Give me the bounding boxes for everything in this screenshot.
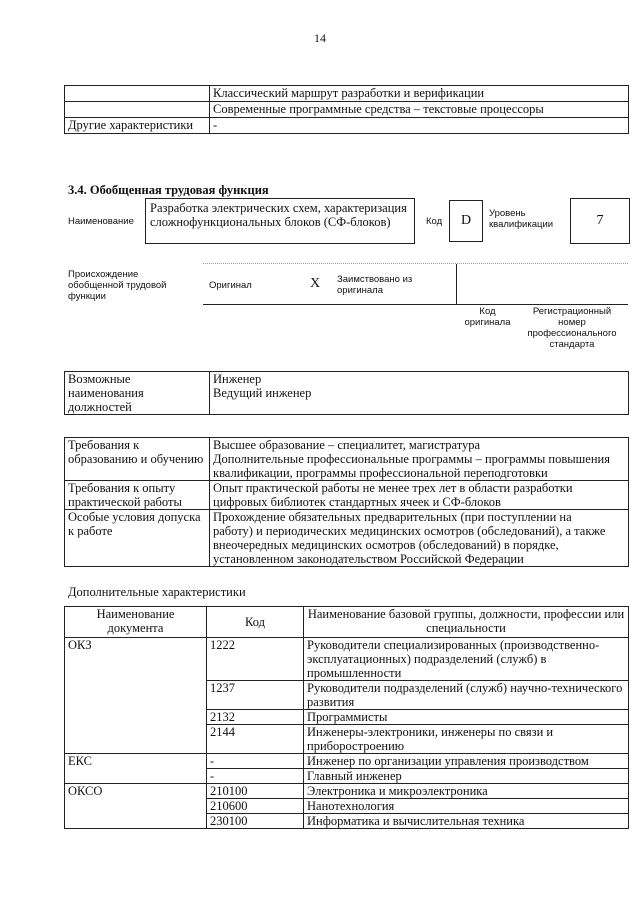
requirement-line: Прохождение обязательных предварительных (при поступлении на xyxy=(213,510,572,524)
table-row xyxy=(65,481,629,510)
top-label xyxy=(65,86,210,102)
table-header xyxy=(65,607,629,638)
reg-number-caption: Регистрационный номер профессионального стандарта xyxy=(527,306,617,350)
table-row xyxy=(65,754,629,769)
table-row xyxy=(65,86,629,102)
top-value: Современные программные средства – текстовые процессоры xyxy=(210,102,629,118)
additional-title: Дополнительные характеристики xyxy=(68,585,246,599)
name-cell: Нанотехнология xyxy=(304,799,629,814)
code-cell: - xyxy=(207,769,304,784)
origin-divider xyxy=(456,264,457,304)
code-cell: 2132 xyxy=(207,710,304,725)
table-row xyxy=(65,102,629,118)
doc-eks: ЕКС xyxy=(65,754,207,784)
requirements-table xyxy=(64,437,629,567)
code-cell: 230100 xyxy=(207,814,304,829)
special-conditions-value xyxy=(210,510,629,567)
positions-table xyxy=(64,371,629,415)
name-cell: Программисты xyxy=(304,710,629,725)
position-item: Ведущий инженер xyxy=(213,386,312,400)
code-original-caption: Код оригинала xyxy=(464,306,511,328)
positions-list xyxy=(210,372,629,415)
table-row xyxy=(65,118,629,134)
origin-row xyxy=(203,263,628,305)
section-title: 3.4. Обобщенная трудовая функция xyxy=(68,183,269,197)
position-item: Инженер xyxy=(213,372,262,386)
level-label: Уровень квалификации xyxy=(489,208,554,230)
name-cell: Инженеры-электроники, инженеры по связи и приборостроению xyxy=(304,725,629,754)
page-number: 14 xyxy=(314,31,326,45)
code-cell: 2144 xyxy=(207,725,304,754)
original-mark: X xyxy=(310,276,321,291)
table-row xyxy=(65,638,629,681)
code-cell: 210100 xyxy=(207,784,304,799)
requirement-line: Дополнительные профессиональные программы – программы повышения xyxy=(213,452,610,466)
special-conditions-label: Особые условия допуска к работе xyxy=(65,510,210,567)
table-row xyxy=(65,510,629,567)
level-value: 7 xyxy=(570,198,630,244)
code-cell: 1237 xyxy=(207,681,304,710)
requirement-line: внеочередных медицинских осмотров (обследований) в порядке, xyxy=(213,538,559,552)
name-cell: Главный инженер xyxy=(304,769,629,784)
requirement-line: работу) и периодических медицинских осмотров (обследований), а также xyxy=(213,524,606,538)
header-name: Наименование базовой группы, должности, профессии или специальности xyxy=(304,607,629,638)
name-cell: Инженер по организации управления производством xyxy=(304,754,629,769)
doc-okso: ОКСО xyxy=(65,784,207,829)
additional-table xyxy=(64,606,629,829)
requirement-line: Опыт практической работы не менее трех лет в области разработки xyxy=(213,481,573,495)
doc-okz: ОКЗ xyxy=(65,638,207,754)
top-value: Классический маршрут разработки и верификации xyxy=(210,86,629,102)
name-cell: Руководители подразделений (служб) научно-технического развития xyxy=(304,681,629,710)
education-value xyxy=(210,438,629,481)
experience-value xyxy=(210,481,629,510)
experience-label: Требования к опыту практической работы xyxy=(65,481,210,510)
other-characteristics-label: Другие характеристики xyxy=(65,118,210,134)
name-cell: Информатика и вычислительная техника xyxy=(304,814,629,829)
top-table xyxy=(64,85,629,134)
header-code: Код xyxy=(207,607,304,638)
code-cell: 1222 xyxy=(207,638,304,681)
code-cell: - xyxy=(207,754,304,769)
table-row xyxy=(65,372,629,415)
positions-label: Возможные наименования должностей xyxy=(65,372,210,415)
top-label xyxy=(65,102,210,118)
other-characteristics-value: - xyxy=(210,118,629,134)
requirement-line: Высшее образование – специалитет, магистратура xyxy=(213,438,481,452)
education-label: Требования к образованию и обучению xyxy=(65,438,210,481)
name-cell: Руководители специализированных (производственно-эксплуатационных) подразделений (служб) в промышленности xyxy=(304,638,629,681)
borrowed-label: Заимствовано из оригинала xyxy=(337,274,413,296)
code-value: D xyxy=(449,200,483,242)
code-cell: 210600 xyxy=(207,799,304,814)
function-name-value: Разработка электрических схем, характеризация сложнофункциональных блоков (СФ-блоков) xyxy=(145,198,415,244)
requirement-line: квалификации, программы профессиональной переподготовки xyxy=(213,466,548,480)
origin-label: Происхождение обобщенной трудовой функции xyxy=(68,269,167,302)
header-document: Наименование документа xyxy=(65,607,207,638)
table-row xyxy=(65,784,629,799)
name-cell: Электроника и микроэлектроника xyxy=(304,784,629,799)
requirement-line: цифровых библиотек стандартных ячеек и СФ-блоков xyxy=(213,495,501,509)
table-row xyxy=(65,438,629,481)
name-label: Наименование xyxy=(68,216,134,227)
requirement-line: установленном законодательством Российской Федерации xyxy=(213,552,524,566)
original-label: Оригинал xyxy=(209,280,252,291)
code-label: Код xyxy=(426,216,443,227)
